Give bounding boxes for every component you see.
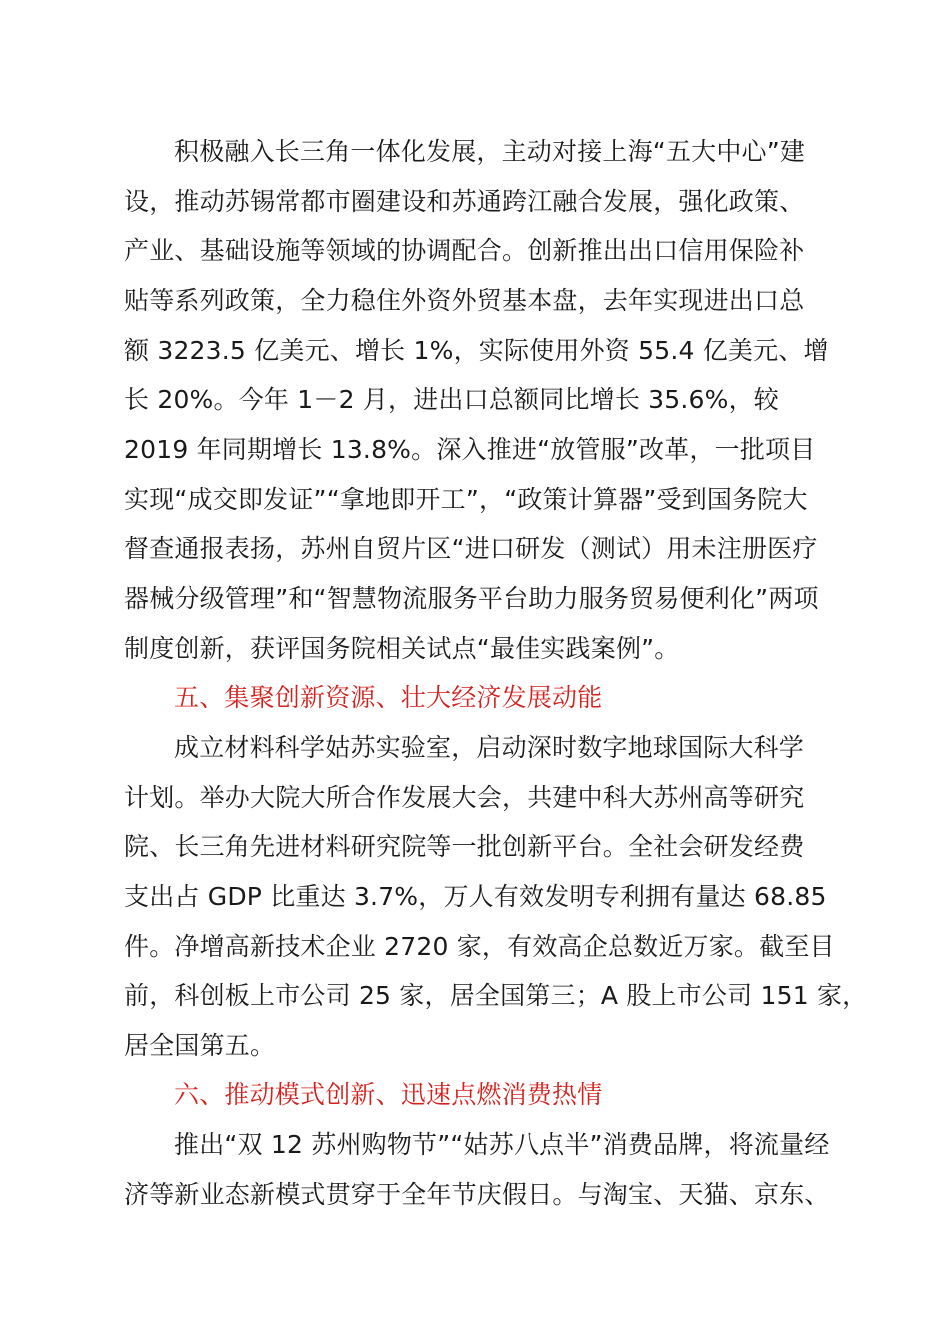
paragraph-2-line-7: 居全国第五。 <box>124 1031 276 1060</box>
paragraph-2-line-3: 院、长三角先进材料研究院等一批创新平台。全社会研发经费 <box>124 832 805 861</box>
paragraph-3-line-1: 推出“双 12 苏州购物节”“姑苏八点半”消费品牌，将流量经 <box>174 1130 830 1159</box>
section-heading-6: 六、推动模式创新、迅速点燃消费热情 <box>174 1080 603 1109</box>
section-heading-5: 五、集聚创新资源、壮大经济发展动能 <box>174 683 603 712</box>
paragraph-1-line-3: 产业、基础设施等领域的协调配合。创新推出出口信用保险补 <box>124 236 805 265</box>
paragraph-1-line-10: 器械分级管理”和“智慧物流服务平台助力服务贸易便利化”两项 <box>124 584 819 613</box>
paragraph-2-line-5: 件。净增高新技术企业 2720 家，有效高企总数近万家。截至目 <box>124 932 835 961</box>
paragraph-1-line-11: 制度创新，获评国务院相关试点“最佳实践案例”。 <box>124 634 680 663</box>
paragraph-2-line-6: 前，科创板上市公司 25 家，居全国第三；A 股上市公司 151 家， <box>124 981 868 1010</box>
paragraph-1-line-5: 额 3223.5 亿美元、增长 1%，实际使用外资 55.4 亿美元、增 <box>124 336 829 365</box>
paragraph-1-line-6: 长 20%。今年 1－2 月，进出口总额同比增长 35.6%，较 <box>124 385 779 414</box>
paragraph-1-line-9: 督查通报表扬，苏州自贸片区“进口研发（测试）用未注册医疗 <box>124 534 818 563</box>
paragraph-2-line-4: 支出占 GDP 比重达 3.7%，万人有效发明专利拥有量达 68.85 <box>124 882 827 911</box>
paragraph-1-line-7: 2019 年同期增长 13.8%。深入推进“放管服”改革，一批项目 <box>124 435 816 464</box>
paragraph-3-line-2: 济等新业态新模式贯穿于全年节庆假日。与淘宝、天猫、京东、 <box>124 1180 830 1209</box>
paragraph-1-line-2: 设，推动苏锡常都市圈建设和苏通跨江融合发展，强化政策、 <box>124 187 805 216</box>
paragraph-1-line-8: 实现“成交即发证”“拿地即开工”，“政策计算器”受到国务院大 <box>124 485 808 514</box>
paragraph-2-line-1: 成立材料科学姑苏实验室，启动深时数字地球国际大科学 <box>174 733 805 762</box>
paragraph-2-line-2: 计划。举办大院大所合作发展大会，共建中科大苏州高等研究 <box>124 783 805 812</box>
paragraph-1-line-1: 积极融入长三角一体化发展，主动对接上海“五大中心”建 <box>174 137 806 166</box>
paragraph-1-line-4: 贴等系列政策，全力稳住外资外贸基本盘，去年实现进出口总 <box>124 286 805 315</box>
